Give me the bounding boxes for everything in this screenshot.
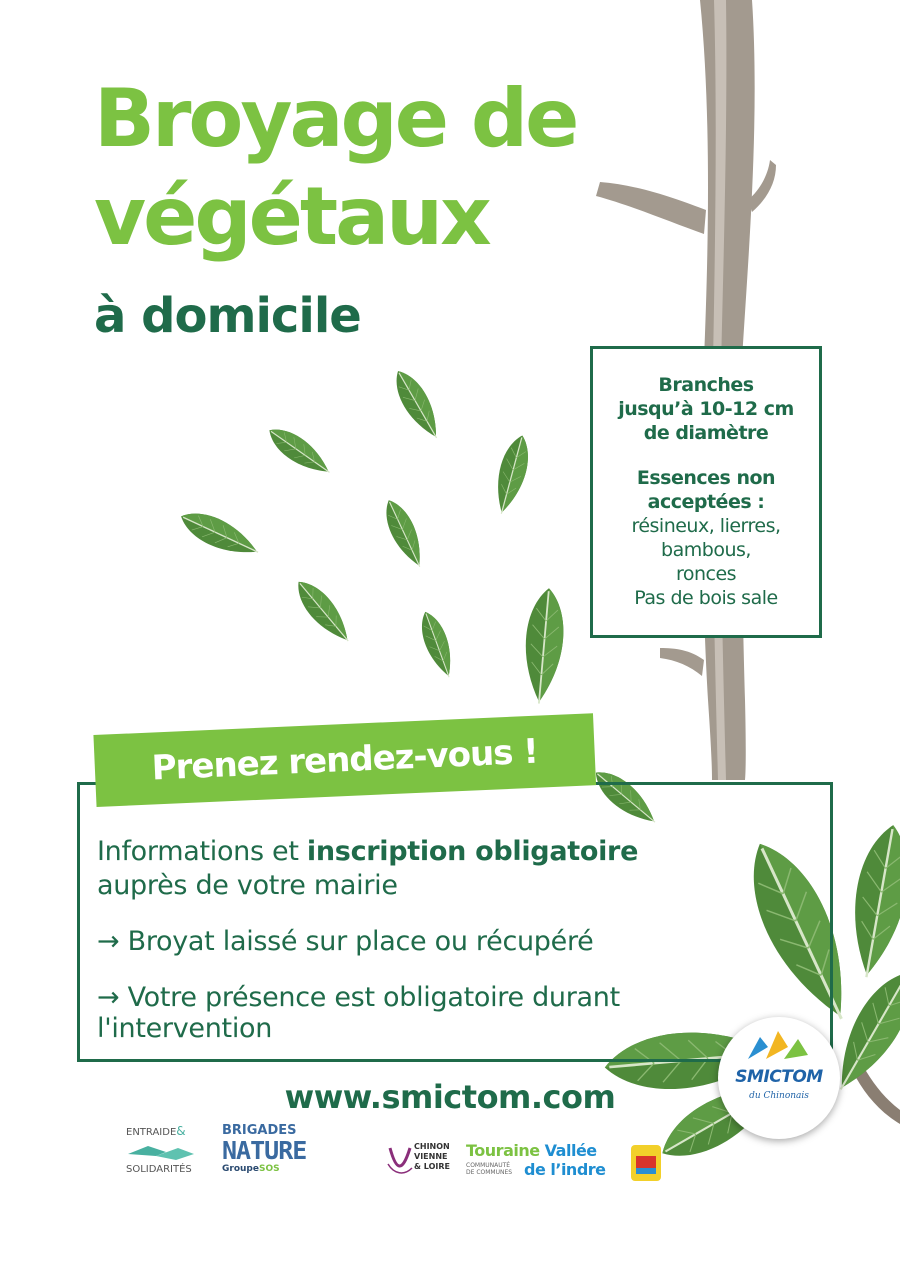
essences-line-3: résineux, lierres,	[631, 515, 781, 537]
loire-text: & LOIRE	[414, 1162, 450, 1171]
branches-line-2: jusqu’à 10-12 cm	[618, 398, 794, 420]
info-line-1-pre: Informations et	[97, 836, 307, 867]
smictom-subtitle: du Chinonais	[749, 1091, 809, 1101]
appointment-tag: Prenez rendez-vous !	[93, 713, 596, 807]
chinon-text: CHINON	[414, 1142, 450, 1151]
touraine-vallee-indre-logo	[466, 1142, 616, 1184]
chinon-vienne-loire-logo	[386, 1142, 456, 1184]
title-line-2: végétaux	[94, 170, 489, 263]
essences-line-4: bambous,	[661, 539, 751, 561]
entraide-amp: &	[176, 1124, 186, 1138]
website-link[interactable]: www.smictom.com	[284, 1078, 616, 1116]
touraine-text: Touraine	[466, 1141, 540, 1160]
smictom-name: SMICTOM	[735, 1067, 823, 1087]
branches-line-3: de diamètre	[643, 422, 769, 444]
branches-line-1: Branches	[658, 374, 754, 396]
vienne-text: VIENNE	[414, 1152, 448, 1161]
crest-icon	[630, 1144, 662, 1182]
groupe-text: Groupe	[222, 1164, 259, 1174]
brigades-nature-logo	[222, 1124, 332, 1184]
communaute-text: COMMUNAUTÉ	[466, 1162, 511, 1169]
info-line-2: → Broyat laissé sur place ou récupéré	[97, 926, 594, 957]
brigades-text: BRIGADES	[222, 1123, 297, 1138]
vallee-text: Vallée	[544, 1141, 597, 1160]
nature-text: NATURE	[222, 1136, 307, 1165]
smictom-arrows-icon	[744, 1029, 814, 1063]
page-title	[94, 70, 714, 266]
info-line-1b: auprès de votre mairie	[97, 870, 398, 901]
hands-icon	[126, 1140, 196, 1164]
info-line-3b: l'intervention	[97, 1013, 273, 1044]
de-communes-text: DE COMMUNES	[466, 1169, 513, 1176]
indre-text: de l’indre	[524, 1160, 606, 1179]
sos-text: SOS	[258, 1164, 280, 1174]
essences-line-6: Pas de bois sale	[634, 587, 778, 609]
info-line-1	[97, 836, 747, 868]
solidarites-text: SOLIDARITÉS	[126, 1164, 192, 1175]
conditions-box	[590, 346, 822, 638]
smictom-logo	[718, 1017, 840, 1139]
municipality-crest-logo	[630, 1144, 662, 1182]
entraide-text: ENTRAIDE	[126, 1127, 177, 1138]
info-line-3: → Votre présence est obligatoire durant	[97, 982, 620, 1013]
info-line-1-bold: inscription obligatoire	[306, 836, 639, 867]
title-line-1: Broyage de	[94, 72, 577, 165]
essences-line-2: acceptées :	[647, 491, 765, 513]
entraide-solidarites-logo	[126, 1124, 202, 1184]
essences-line-5: ronces	[675, 563, 737, 585]
page-subtitle: à domicile	[94, 288, 361, 344]
essences-line-1: Essences non	[636, 467, 776, 489]
chinon-emblem-icon	[386, 1142, 414, 1178]
